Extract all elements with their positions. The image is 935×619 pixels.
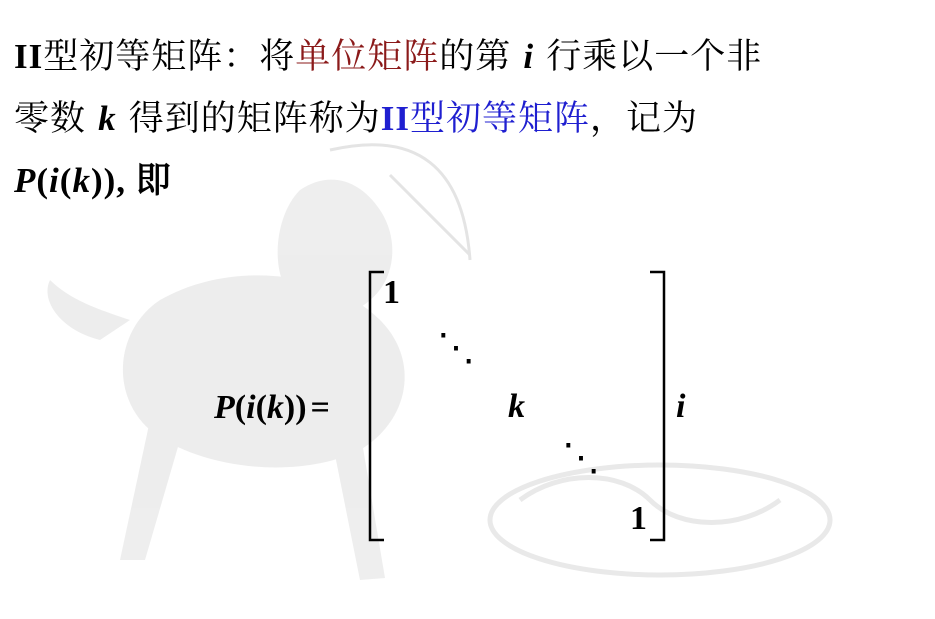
definition-text-segment: 行乘以一个非 — [534, 37, 763, 77]
formula-paren-close: )) — [283, 389, 307, 426]
elementary-matrix-term: 型初等矩阵 — [410, 99, 591, 139]
definition-text-segment: 得到的矩阵称为 — [116, 99, 381, 139]
matrix-entry-center-k: k — [508, 388, 525, 425]
notation-k: k — [72, 161, 91, 200]
definition-text-segment: 零数 — [14, 99, 99, 139]
row-label-i: i — [676, 388, 686, 425]
formula-paren: ( — [234, 389, 247, 426]
notation-paren: ( — [36, 161, 50, 200]
formula-lhs — [214, 390, 330, 425]
definition-text-segment: ，记为 — [590, 99, 699, 139]
formula-equals: = — [310, 389, 330, 426]
notation-P: P — [14, 161, 37, 200]
notation-paren-close: )) — [90, 161, 117, 200]
variable-i: i — [523, 37, 535, 76]
notation-paren: ( — [59, 161, 73, 200]
roman-two-label-blue: II — [380, 99, 411, 138]
matrix-diagonal-dots-bottom: ⋱ — [562, 435, 600, 479]
right-bracket — [650, 272, 664, 540]
formula-P: P — [214, 389, 235, 426]
formula-i: i — [246, 389, 256, 426]
definition-text-segment: 的第 — [439, 37, 524, 77]
matrix-diagonal-dots-top: ⋱ — [437, 325, 475, 369]
left-bracket — [370, 272, 384, 540]
definition-text-segment: 型初等矩阵：将 — [43, 37, 296, 77]
formula-paren: ( — [255, 389, 267, 426]
matrix-entry-top-left: 1 — [383, 274, 400, 311]
variable-k: k — [98, 99, 117, 138]
formula-k: k — [266, 389, 284, 426]
notation-i: i — [49, 161, 60, 200]
roman-two-label: II — [14, 37, 44, 76]
notation-ji-text: , 即 — [116, 161, 172, 200]
unit-matrix-term: 单位矩阵 — [295, 37, 440, 77]
matrix-entry-bottom-right: 1 — [630, 500, 647, 537]
